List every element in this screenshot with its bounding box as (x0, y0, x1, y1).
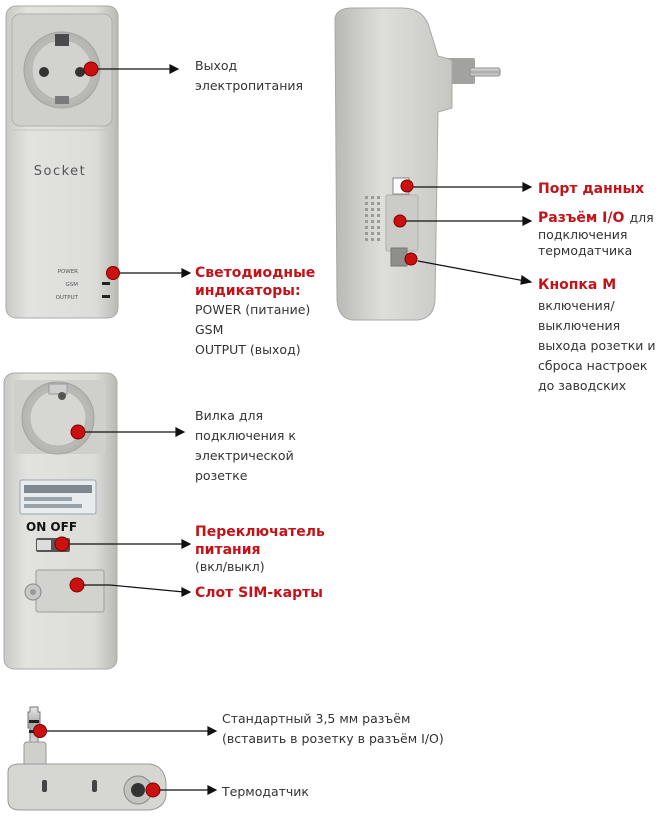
callout-button-m (538, 276, 668, 396)
button-m-line1: включения/ (538, 298, 615, 313)
led-gsm (102, 282, 110, 285)
callout-leds (195, 264, 315, 360)
vent-hole (365, 232, 368, 235)
led-label-1: GSM (65, 282, 78, 288)
led-label-2: OUTPUT (55, 295, 78, 301)
io-jack-suffix: для (629, 210, 654, 225)
vent-hole (365, 214, 368, 217)
vent-hole (377, 208, 380, 211)
vent-hole (371, 220, 374, 223)
front-brand-text: Socket (33, 164, 87, 179)
power-switch-title1: Переключатель (195, 524, 325, 540)
leds-title-line1: Светодиодные (195, 265, 316, 281)
vent-hole (377, 214, 380, 217)
marker-plug (71, 425, 85, 439)
device-side-view (335, 8, 500, 320)
vent-hole (377, 202, 380, 205)
callout-plug (195, 406, 296, 486)
plug-line1: Вилка для (195, 408, 264, 423)
vent-hole (371, 214, 374, 217)
vent-hole (377, 226, 380, 229)
vent-hole (371, 202, 374, 205)
leds-item-gsm: GSM (195, 322, 224, 337)
callout-power-switch (195, 523, 325, 575)
vent-hole (371, 196, 374, 199)
vent-hole (377, 232, 380, 235)
jack-35-line1: Стандартный 3,5 мм разъём (222, 711, 411, 726)
vent-hole (365, 238, 368, 241)
leds-item-output: OUTPUT (выход) (195, 342, 301, 357)
callout-jack-35 (222, 709, 444, 749)
leds-title-line2: индикаторы: (195, 283, 301, 299)
jack-35-line2: (вставить в розетку в разъём I/O) (222, 731, 444, 746)
io-jack-line3: термодатчика (538, 243, 633, 258)
callout-data-port: Порт данных (538, 181, 645, 197)
vent-hole (371, 238, 374, 241)
plug-line2: подключения к (195, 428, 296, 443)
vent-hole (365, 220, 368, 223)
plug-line3: электрической (195, 448, 294, 463)
power-output-line1: Выход (195, 58, 238, 73)
vent-hole (365, 202, 368, 205)
vent-hole (371, 226, 374, 229)
marker-io-jack (394, 215, 406, 227)
io-jack-line2: подключения (538, 227, 628, 242)
button-m-title: Кнопка M (538, 277, 617, 293)
button-m-line4: сброса настроек (538, 358, 648, 373)
io-jack-title: Разъём I/O (538, 210, 625, 226)
led-label-0: POWER (57, 269, 78, 275)
switch-on-off-label: ON OFF (26, 520, 78, 534)
vent-hole (365, 196, 368, 199)
vent-hole (365, 226, 368, 229)
button-m-line5: до заводских (538, 378, 627, 393)
marker-power-output (84, 62, 98, 76)
marker-data-port (401, 180, 413, 192)
power-output-line2: электропитания (195, 78, 304, 93)
callout-sim-slot: Слот SIM-карты (195, 585, 323, 601)
marker-sensor (146, 783, 160, 797)
power-switch-sub: (вкл/выкл) (195, 559, 265, 574)
vent-hole (371, 208, 374, 211)
leds-item-power: POWER (питание) (195, 302, 311, 317)
marker-leds (107, 267, 120, 280)
marker-jack (34, 725, 47, 738)
marker-button-m (405, 253, 417, 265)
temperature-sensor (8, 707, 166, 810)
marker-power-switch (55, 537, 69, 551)
vent-hole (377, 238, 380, 241)
button-m-line3: выхода розетки и (538, 338, 656, 353)
button-m-line2: выключения (538, 318, 621, 333)
callout-power-output (195, 56, 303, 96)
vent-hole (365, 208, 368, 211)
power-switch-title2: питания (195, 542, 261, 558)
led-output (102, 295, 110, 298)
marker-sim-slot (70, 578, 84, 592)
vent-hole (377, 196, 380, 199)
vent-hole (377, 220, 380, 223)
vent-hole (371, 232, 374, 235)
plug-line4: розетке (195, 468, 248, 483)
callout-sensor: Термодатчик (222, 784, 309, 799)
callout-io-jack (538, 207, 668, 259)
